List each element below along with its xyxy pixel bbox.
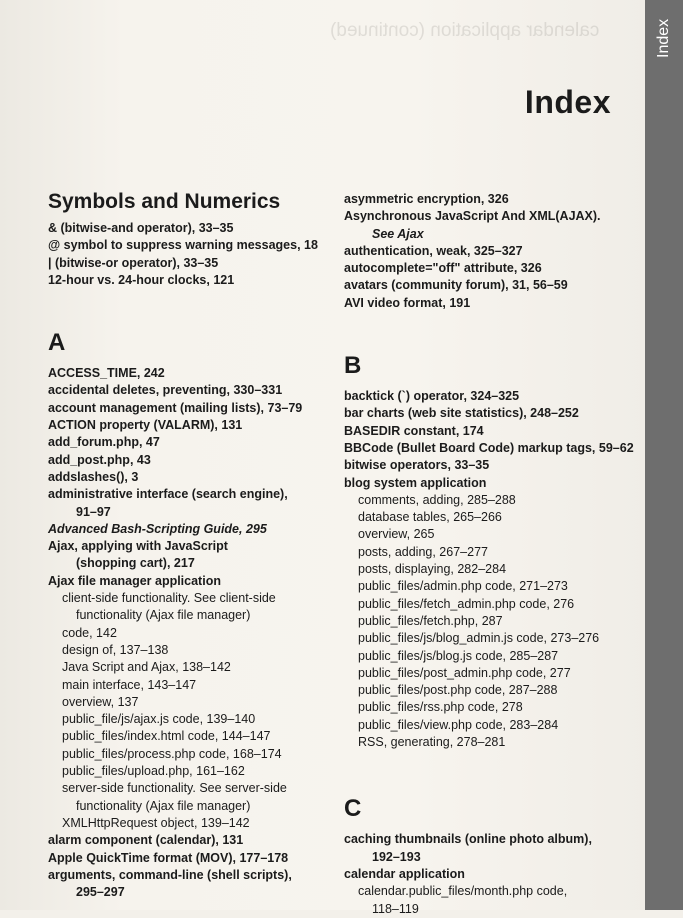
entry-text: server-side functionality. See server-side xyxy=(62,781,287,796)
left-column xyxy=(48,190,338,901)
entry-text: administrative interface (search engine), xyxy=(48,487,288,502)
index-entry: Asynchronous JavaScript And XML(AJAX). xyxy=(344,209,601,224)
index-entry: Advanced Bash-Scripting Guide, 295 xyxy=(48,521,267,536)
index-entry: 12-hour vs. 24-hour clocks, 121 xyxy=(48,272,235,287)
index-subentry: public_files/fetch_admin.php code, 276 xyxy=(358,596,575,611)
index-entry: backtick (`) operator, 324–325 xyxy=(344,389,520,404)
entry-continuation: 91–97 xyxy=(76,504,111,519)
index-entry: ACTION property (VALARM), 131 xyxy=(48,418,243,433)
index-entry: @ symbol to suppress warning messages, 18 xyxy=(48,238,318,253)
entry-continuation: functionality (Ajax file manager) xyxy=(76,608,251,623)
index-entry: authentication, weak, 325–327 xyxy=(344,243,523,258)
symbols-heading: Symbols and Numerics xyxy=(48,190,281,213)
index-entry: avatars (community forum), 31, 56–59 xyxy=(344,278,568,293)
index-entry: BBCode (Bullet Board Code) markup tags, 59–62 xyxy=(344,440,634,455)
index-entry: asymmetric encryption, 326 xyxy=(344,192,509,206)
index-subentry: public_file/js/ajax.js code, 139–140 xyxy=(62,712,256,727)
index-subentry: XMLHttpRequest object, 139–142 xyxy=(62,815,250,830)
index-subentry: design of, 137–138 xyxy=(62,642,169,657)
index-subentry xyxy=(48,780,338,815)
index-entry xyxy=(48,867,338,902)
tab-label: Index xyxy=(655,18,672,58)
entry-continuation: 295–297 xyxy=(76,885,125,900)
index-entry: BASEDIR constant, 174 xyxy=(344,423,484,438)
entry-continuation: 192–193 xyxy=(372,849,421,864)
index-entry: Apple QuickTime format (MOV), 177–178 xyxy=(48,850,289,865)
right-column xyxy=(344,191,636,918)
index-subentry: public_files/index.html code, 144–147 xyxy=(62,729,271,744)
index-subentry: database tables, 265–266 xyxy=(358,510,502,525)
entry-text: Ajax, applying with JavaScript xyxy=(48,539,228,554)
index-entry: add_post.php, 43 xyxy=(48,452,151,467)
entry-text: caching thumbnails (online photo album), xyxy=(344,832,592,847)
index-entry: & (bitwise-and operator), 33–35 xyxy=(48,221,234,235)
index-subentry: RSS, generating, 278–281 xyxy=(358,735,506,750)
index-entry: account management (mailing lists), 73–79 xyxy=(48,400,303,415)
index-subentry: public_files/upload.php, 161–162 xyxy=(62,764,245,779)
index-subentry: public_files/fetch.php, 287 xyxy=(358,613,503,628)
index-entry: addslashes(), 3 xyxy=(48,469,139,484)
index-subentry xyxy=(48,590,338,625)
index-subentry: posts, adding, 267–277 xyxy=(358,544,488,559)
entry-continuation: (shopping cart), 217 xyxy=(76,556,195,571)
index-entry xyxy=(48,486,338,521)
entry-text: arguments, command-line (shell scripts), xyxy=(48,867,292,882)
index-subentry: public_files/view.php code, 283–284 xyxy=(358,717,559,732)
index-entry: accidental deletes, preventing, 330–331 xyxy=(48,383,283,398)
index-subentry: comments, adding, 285–288 xyxy=(358,492,516,507)
index-entry xyxy=(48,538,338,573)
index-see-reference: See Ajax xyxy=(372,226,424,241)
index-subentry: main interface, 143–147 xyxy=(62,677,197,692)
index-entry xyxy=(344,831,636,866)
index-entry: autocomplete="off" attribute, 326 xyxy=(344,261,542,276)
entry-text: calendar.public_files/month.php code, xyxy=(358,884,568,899)
index-entry: ACCESS_TIME, 242 xyxy=(48,366,165,381)
index-entry: add_forum.php, 47 xyxy=(48,435,160,450)
index-entry: Ajax file manager application xyxy=(48,573,221,588)
page-title: Index xyxy=(524,84,611,120)
section-tab xyxy=(645,0,683,910)
section-letter-a: A xyxy=(48,329,66,357)
index-entry: blog system application xyxy=(344,475,487,490)
index-subentry: public_files/admin.php code, 271–273 xyxy=(358,579,568,594)
index-entry: | (bitwise-or operator), 33–35 xyxy=(48,255,219,270)
index-subentry: public_files/rss.php code, 278 xyxy=(358,700,523,715)
index-entry: calendar application xyxy=(344,866,465,881)
index-subentry: public_files/process.php code, 168–174 xyxy=(62,746,282,761)
index-subentry: public_files/js/blog.js code, 285–287 xyxy=(358,648,559,663)
index-subentry: public_files/post.php code, 287–288 xyxy=(358,683,558,698)
index-subentry: Java Script and Ajax, 138–142 xyxy=(62,660,231,675)
index-entry: alarm component (calendar), 131 xyxy=(48,833,244,848)
index-subentry: overview, 265 xyxy=(358,527,435,542)
index-subentry: code, 142 xyxy=(62,625,117,640)
index-subentry: public_files/post_admin.php code, 277 xyxy=(358,665,571,680)
index-entry: bar charts (web site statistics), 248–252 xyxy=(344,406,579,421)
index-subentry: posts, displaying, 282–284 xyxy=(358,562,507,577)
entry-text: client-side functionality. See client-side xyxy=(62,591,276,606)
index-subentry: public_files/js/blog_admin.js code, 273–276 xyxy=(358,631,600,646)
section-letter-c: C xyxy=(344,795,362,823)
entry-continuation: functionality (Ajax file manager) xyxy=(76,798,251,813)
bleed-through-header: calendar application (continued) xyxy=(330,20,600,41)
index-subentry xyxy=(344,883,636,918)
section-letter-b: B xyxy=(344,352,362,380)
entry-continuation: 118–119 xyxy=(372,901,419,916)
index-subentry: overview, 137 xyxy=(62,694,139,709)
index-entry: AVI video format, 191 xyxy=(344,295,471,310)
index-entry: bitwise operators, 33–35 xyxy=(344,458,490,473)
